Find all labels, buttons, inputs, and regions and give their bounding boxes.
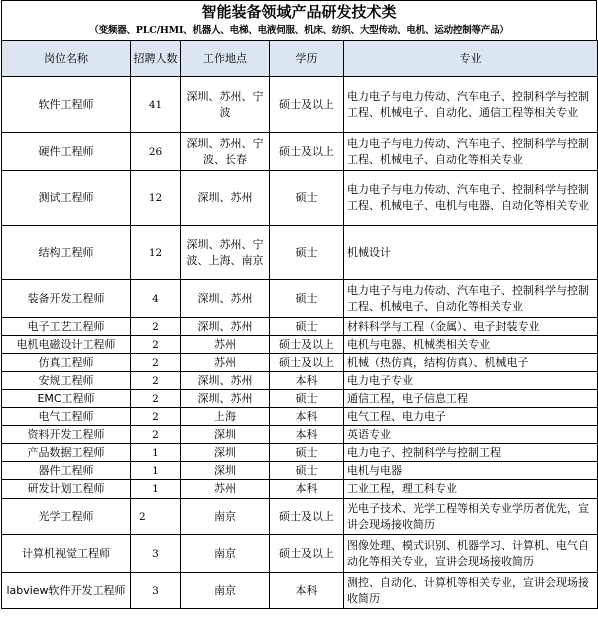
cell-education: 硕士	[270, 318, 344, 336]
cell-education: 硕士	[270, 462, 344, 480]
cell-count: 2	[131, 408, 181, 426]
cell-position: 硬件工程师	[2, 133, 131, 171]
cell-position: 资料开发工程师	[2, 426, 131, 444]
cell-location: 深圳、苏州、宁波、长春	[181, 133, 270, 171]
cell-major: 英语专业	[344, 426, 598, 444]
table-header-row	[2, 41, 598, 77]
table-row	[2, 354, 598, 372]
table-row	[2, 226, 598, 280]
cell-position: 结构工程师	[2, 226, 131, 280]
cell-major: 机械（热仿真，结构仿真）、机械电子	[344, 354, 598, 372]
cell-count: 3	[131, 535, 181, 573]
cell-location: 苏州	[181, 336, 270, 354]
cell-count: 2	[131, 390, 181, 408]
table-row	[2, 171, 598, 226]
recruitment-table-document	[1, 0, 597, 619]
table-row	[2, 408, 598, 426]
cell-location: 深圳	[181, 462, 270, 480]
cell-location: 苏州	[181, 480, 270, 499]
cell-education: 硕士及以上	[270, 133, 344, 171]
cell-position: 测试工程师	[2, 171, 131, 226]
cell-position: 仿真工程师	[2, 354, 131, 372]
cell-location: 上海	[181, 408, 270, 426]
cell-count: 3	[131, 573, 181, 609]
cell-position: EMC工程师	[2, 390, 131, 408]
cell-education: 硕士及以上	[270, 535, 344, 573]
cell-count: 41	[131, 77, 181, 133]
cell-position: 光学工程师	[2, 499, 131, 535]
cell-location: 深圳、苏州、宁波	[181, 77, 270, 133]
table-row	[2, 390, 598, 408]
cell-position: 软件工程师	[2, 77, 131, 133]
cell-count: 26	[131, 133, 181, 171]
cell-major: 电机与电器、机械类相关专业	[344, 336, 598, 354]
header-count: 招聘人数	[131, 41, 181, 77]
table-row	[2, 480, 598, 499]
table-row	[2, 444, 598, 462]
page-subtitle: （变频器、PLC/HMI、机器人、电梯、电液伺服、机床、纺织、大型传动、电机、运动控制等产品）	[1, 22, 597, 40]
cell-location: 深圳、苏州	[181, 171, 270, 226]
cell-position: 研发计划工程师	[2, 480, 131, 499]
cell-count: 12	[131, 226, 181, 280]
cell-location: 深圳	[181, 444, 270, 462]
cell-education: 硕士	[270, 280, 344, 318]
cell-count: 2	[131, 426, 181, 444]
cell-education: 硕士	[270, 171, 344, 226]
cell-major: 机械设计	[344, 226, 598, 280]
cell-major: 电气工程、电力电子	[344, 408, 598, 426]
cell-count: 2	[131, 372, 181, 390]
cell-count: 1	[131, 480, 181, 499]
table-row	[2, 318, 598, 336]
cell-education: 硕士及以上	[270, 354, 344, 372]
cell-major: 测控、自动化、计算机等相关专业，宣讲会现场接收简历	[344, 573, 598, 609]
cell-major: 电力电子与电力传动、汽车电子、控制科学与控制工程、机械电子、自动化等相关专业	[344, 133, 598, 171]
cell-location: 深圳、苏州	[181, 280, 270, 318]
cell-position: 计算机视觉工程师	[2, 535, 131, 573]
header-position: 岗位名称	[2, 41, 131, 77]
cell-position: 电子工艺工程师	[2, 318, 131, 336]
cell-count: 4	[131, 280, 181, 318]
cell-location: 深圳、苏州	[181, 372, 270, 390]
cell-major: 工业工程，理工科专业	[344, 480, 598, 499]
table-row	[2, 280, 598, 318]
header-major: 专业	[344, 41, 598, 77]
cell-education: 硕士	[270, 226, 344, 280]
header-education: 学历	[270, 41, 344, 77]
table-row	[2, 573, 598, 609]
cell-location: 苏州	[181, 354, 270, 372]
cell-position: 电机电磁设计工程师	[2, 336, 131, 354]
cell-major: 电力电子专业	[344, 372, 598, 390]
cell-count: 2	[131, 318, 181, 336]
table-row	[2, 133, 598, 171]
cell-education: 本科	[270, 480, 344, 499]
cell-location: 南京	[181, 535, 270, 573]
cell-major: 电力电子、控制科学与控制工程	[344, 444, 598, 462]
cell-count: 1	[131, 462, 181, 480]
header-location: 工作地点	[181, 41, 270, 77]
cell-major: 光电子技术、光学工程等相关专业学历者优先，宣讲会现场接收简历	[344, 499, 598, 535]
cell-education: 本科	[270, 426, 344, 444]
cell-count: 2	[131, 336, 181, 354]
table-row	[2, 77, 598, 133]
cell-position: labview软件开发工程师	[2, 573, 131, 609]
cell-education: 硕士及以上	[270, 499, 344, 535]
cell-location: 深圳、苏州	[181, 318, 270, 336]
cell-education: 本科	[270, 408, 344, 426]
cell-education: 硕士	[270, 444, 344, 462]
cell-major: 电力电子与电力传动、汽车电子、控制科学与控制工程、机械电子、自动化、通信工程等相关专业	[344, 77, 598, 133]
table-row	[2, 426, 598, 444]
table-row	[2, 535, 598, 573]
cell-position: 器件工程师	[2, 462, 131, 480]
cell-major: 电力电子与电力传动、汽车电子、控制科学与控制工程、机械电子、自动化等相关专业	[344, 280, 598, 318]
cell-education: 本科	[270, 573, 344, 609]
cell-position: 产品数据工程师	[2, 444, 131, 462]
cell-position: 装备开发工程师	[2, 280, 131, 318]
table-row	[2, 372, 598, 390]
cell-location: 南京	[181, 573, 270, 609]
cell-major: 电机与电器	[344, 462, 598, 480]
cell-count: 2	[131, 499, 181, 535]
cell-position: 安规工程师	[2, 372, 131, 390]
cell-major: 材料科学与工程（金属）、电子封装专业	[344, 318, 598, 336]
cell-education: 硕士及以上	[270, 336, 344, 354]
cell-count: 2	[131, 354, 181, 372]
cell-location: 深圳	[181, 426, 270, 444]
cell-location: 南京	[181, 499, 270, 535]
cell-major: 通信工程，电子信息工程	[344, 390, 598, 408]
cell-count: 12	[131, 171, 181, 226]
cell-education: 硕士及以上	[270, 77, 344, 133]
cell-location: 深圳、苏州、宁波、上海、南京	[181, 226, 270, 280]
cell-education: 硕士	[270, 390, 344, 408]
cell-count: 1	[131, 444, 181, 462]
table-row	[2, 462, 598, 480]
table-row	[2, 336, 598, 354]
page-title: 智能装备领域产品研发技术类	[1, 0, 597, 22]
cell-major: 电力电子与电力传动、汽车电子、控制科学与控制工程、机械电子、电机与电器、自动化等相关专业	[344, 171, 598, 226]
cell-position: 电气工程师	[2, 408, 131, 426]
cell-education: 本科	[270, 372, 344, 390]
cell-major: 图像处理、模式识别、机器学习、计算机、电气自动化等相关专业，宣讲会现场接收简历	[344, 535, 598, 573]
recruitment-table	[1, 40, 598, 609]
cell-location: 深圳、苏州	[181, 390, 270, 408]
table-row	[2, 499, 598, 535]
